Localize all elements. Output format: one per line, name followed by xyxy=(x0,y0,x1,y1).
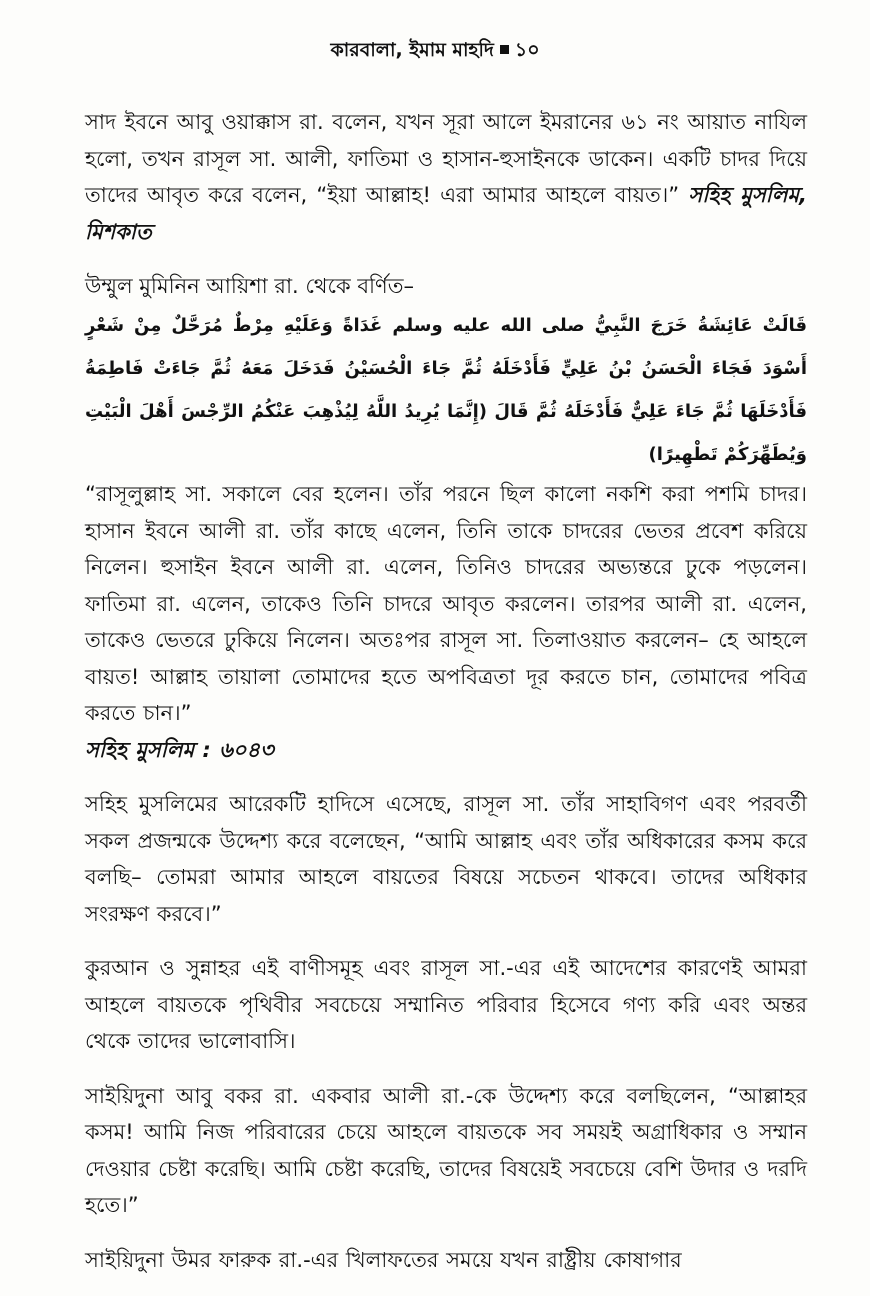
page-number: ১০ xyxy=(514,39,540,61)
arabic-hadith-text: قَالَتْ عَائِشَةُ خَرَجَ النَّبِيُّ صلى الله عليه وسلم غَدَاةً وَعَلَيْهِ مِرْطٌ مُرَحَّلٌ مِنْ شَعْرٍ أَسْوَدَ فَجَاءَ الْحَسَنُ بْنُ عَلِيٍّ فَأَدْخَلَهُ ثُمَّ جَاءَ الْحُسَيْنُ فَدَخَلَ مَعَهُ ثُمَّ جَاءَتْ فَاطِمَةُ فَأَدْخَلَهَا ثُمَّ جَاءَ عَلِيٌّ فَأَدْخَلَهُ ثُمَّ قَالَ (إِنَّمَا يُرِيدُ اللَّهُ لِيُذْهِبَ عَنْكُمُ الرِّجْسَ أَهْلَ الْبَيْتِ وَيُطَهِّرَكُمْ تَطْهِيرًا) xyxy=(85,315,807,465)
running-header xyxy=(0,36,870,64)
paragraph-2-citation-line xyxy=(85,732,807,769)
paragraph-3: সহিহ মুসলিমের আরেকটি হাদিসে এসেছে, রাসূল সা. তাঁর সাহাবিগণ এবং পরবর্তী সকল প্রজন্মকে উদ্দেশ্য করে বলেছেন, “আমি আল্লাহ এবং তাঁর অধিকারের কসম করে বলছি– তোমরা আমার আহলে বায়তের বিষয়ে সচেতন থাকবে। তাদের অধিকার সংরক্ষণ করবে।” xyxy=(85,792,807,926)
paragraph-1 xyxy=(85,104,807,250)
paragraph-text: সাদ ইবনে আবু ওয়াক্কাস রা. বলেন, যখন সূরা আলে ইমরানের ৬১ নং আয়াত নাযিল হলো, তখন রাসূল সা. আলী, ফাতিমা ও হাসান-হুসাইনকে ডাকেন। একটি চাদর দিয়ে তাদের আবৃত করে বলেন, “ইয়া আল্লাহ! এরা আমার আহলে বায়ত।” xyxy=(85,110,807,207)
paragraph-5: সাইয়িদুনা আবু বকর রা. একবার আলী রা.-কে উদ্দেশ্য করে বলছিলেন, “আল্লাহর কসম! আমি নিজ পরিবারের চেয়ে আহলে বায়তকে সব সময়ই অগ্রাধিকার ও সম্মান দেওয়ার চেষ্টা করেছি। আমি চেষ্টা করেছি, তাদের বিষয়েই সবচেয়ে বেশি উদার ও দরদি হতে।” xyxy=(85,1083,807,1217)
hadith-intro: উম্মুল মুমিনিন আয়িশা রা. থেকে বর্ণিত– xyxy=(85,274,414,298)
hadith-translation: “রাসূলুল্লাহ সা. সকালে বের হলেন। তাঁর পরনে ছিল কালো নকশি করা পশমি চাদর। হাসান ইবনে আলী রা. তাঁর কাছে এলেন, তিনি তাকে চাদরের ভেতর প্রবেশ করিয়ে নিলেন। হুসাইন ইবনে আলী রা. এলেন, তিনিও চাদরের অভ্যন্তরে ঢুকে পড়লেন। ফাতিমা রা. এলেন, তাকেও তিনি চাদরে আবৃত করলেন। তারপর আলী রা. এলেন, তাকেও ভেতরে ঢুকিয়ে নিলেন। অতঃপর রাসূল সা. তিলাওয়াত করলেন– হে আহলে বায়ত! আল্লাহ তায়ালা তোমাদের হতে অপবিত্রতা দূর করতে চান, তোমাদের পবিত্র করতে চান।” xyxy=(85,482,807,725)
page-body xyxy=(85,104,807,1296)
book-title: কারবালা, ইমাম মাহদি xyxy=(330,39,494,61)
paragraph-4: কুরআন ও সুন্নাহর এই বাণীসমূহ এবং রাসূল সা.-এর এই আদেশের কারণেই আমরা আহলে বায়তকে পৃথিবীর সবচেয়ে সম্মানিত পরিবার হিসেবে গণ্য করি এবং অন্তর থেকে তাদের ভালোবাসি। xyxy=(85,956,807,1053)
citation: সহিহ মুসলিম, মিশকাত xyxy=(85,183,807,244)
paragraph-6: সাইয়িদুনা উমর ফারুক রা.-এর খিলাফতের সময়ে যখন রাষ্ট্রীয় কোষাগার xyxy=(85,1247,682,1272)
citation: সহিহ মুসলিম : ৬০৪৩ xyxy=(85,737,274,762)
square-bullet-icon xyxy=(500,45,509,54)
